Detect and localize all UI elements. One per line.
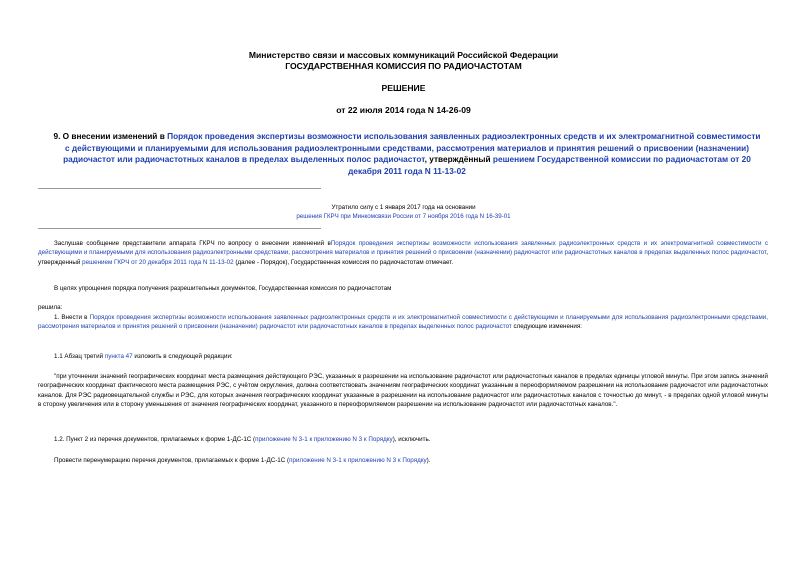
- item-1-1-text-2: изложить в следующей редакции:: [132, 353, 233, 360]
- item-1-1-text: 1.1 Абзац третий: [54, 353, 105, 360]
- status-note: [0, 212, 807, 222]
- status-note-text: Утратило силу с 1 января 2017 года на основании: [331, 204, 476, 211]
- paragraph-renumber: [38, 456, 768, 465]
- title-order-link[interactable]: Порядок проведения экспертизы возможности использования заявленных радиоэлектронных средств и их электромагнитной совместимости с действующими и планируемыми для использования радиоэлектронными средствами, рассмотрения материалов и принятия решений о присвоении (назначении) радиочастот или радиочастотных каналов в пределах выделенных полос радиочастот: [63, 131, 761, 165]
- item-1-text: 1. Внести в: [54, 314, 90, 321]
- item-1-order-link[interactable]: Порядок проведения экспертизы возможности использования заявленных радиоэлектронных средств и их электромагнитной совместимости с действующими и планируемыми для использования радиоэлектронными средствами, рассмотрения материалов и принятия решений о присвоении (назначении) радиочастот или радиочастотных каналов в пределах выделенных полос радиочастот: [38, 314, 768, 331]
- intro-text-2: , утвержденный: [38, 249, 768, 266]
- divider-bottom: [38, 228, 321, 229]
- item-1-2-text: 1.2. Пункт 2 из перечня документов, прилагаемых к форме 1-ДС-1С (: [54, 436, 256, 443]
- paragraph-quote: "при уточнении значений географических координат места размещения действующего РЭС, указанных в разрешении на использование радиочастот или радиочастотных каналов в пределах единицы угловой минуты. При этом запись значений географических координат фактического места размещения РЭС, с учётом округления, должна соответствовать значениям географических координат указанным в переоформляемом разрешении на использование радиочастот или радиочастотных каналов. Для РЭС радиовещательной службы и РЭС, для которых значения географических координат указанные в разрешении на использование радиочастот или радиочастотных каналов с точностью до минут, - в пределах одной угловой минуты в сторону увеличения или в сторону уменьшения от значения географических координат, указанного в переоформляемом разрешении на использование радиочастот или радиочастотных каналов.".: [38, 373, 768, 408]
- appendix-link-1[interactable]: приложение N 3-1 к приложению N 3 к Порядку: [255, 436, 393, 443]
- document-title: [52, 131, 762, 177]
- title-prefix: 9. О внесении изменений в: [53, 131, 168, 141]
- renumber-text-2: ).: [426, 457, 431, 464]
- document-type: РЕШЕНИЕ: [381, 83, 426, 93]
- paragraph-intro: [38, 239, 768, 267]
- intro-decision-link[interactable]: решением ГКРЧ от 20 декабря 2011 года N 11-13-02: [82, 258, 234, 266]
- ministry-name: Министерство связи и массовых коммуникаций Российской Федерации: [248, 50, 559, 60]
- appendix-link-2[interactable]: приложение N 3-1 к приложению N 3 к Порядку: [289, 457, 427, 464]
- paragraph-item-1-2: [38, 435, 768, 444]
- title-decision-link[interactable]: решением Государственной комиссии по радиочастотам от 20 декабря 2011 года N 11-13-02: [348, 154, 751, 176]
- intro-text-3: (далее - Порядок), Государственная комиссия по радиочастотам отмечает.: [233, 258, 454, 266]
- status-note-link[interactable]: решения ГКРЧ при Минкомсвязи России от 7 ноября 2016 года N 16-39-01: [296, 213, 511, 220]
- paragraph-item-1-1: [38, 352, 768, 361]
- intro-order-link[interactable]: Порядок проведения экспертизы возможности использования заявленных радиоэлектронных средств и их электромагнитной совместимости с действующими и планируемыми для использования радиоэлектронными средствами, рассмотрения материалов и принятия решений о присвоении (назначении) радиочастот или радиочастотных каналов в пределах выделенных полос радиочастот: [38, 240, 768, 257]
- point-47-link[interactable]: пункта 47: [104, 353, 133, 360]
- commission-name: ГОСУДАРСТВЕННАЯ КОМИССИЯ ПО РАДИОЧАСТОТАМ: [285, 61, 522, 71]
- divider-top: [38, 188, 321, 189]
- item-1-2-text-2: ), исключить.: [392, 436, 431, 443]
- intro-text: Заслушав сообщение представители аппарата ГКРЧ по вопросу о внесении изменений в: [54, 240, 331, 247]
- document-date: от 22 июля 2014 года N 14-26-09: [336, 105, 471, 115]
- paragraph-purpose: В целях упрощения порядка получения разрешительных документов, Государственная комиссия по радиочастотам: [54, 285, 392, 292]
- renumber-text: Провести перенумерацию перечня документов, прилагаемых к форме 1-ДС-1С (: [54, 457, 290, 464]
- paragraph-decided: решила:: [38, 304, 63, 311]
- paragraph-item-1: [38, 313, 768, 332]
- title-middle: , утверждённый: [424, 154, 493, 165]
- item-1-text-2: следующие изменения:: [511, 323, 583, 331]
